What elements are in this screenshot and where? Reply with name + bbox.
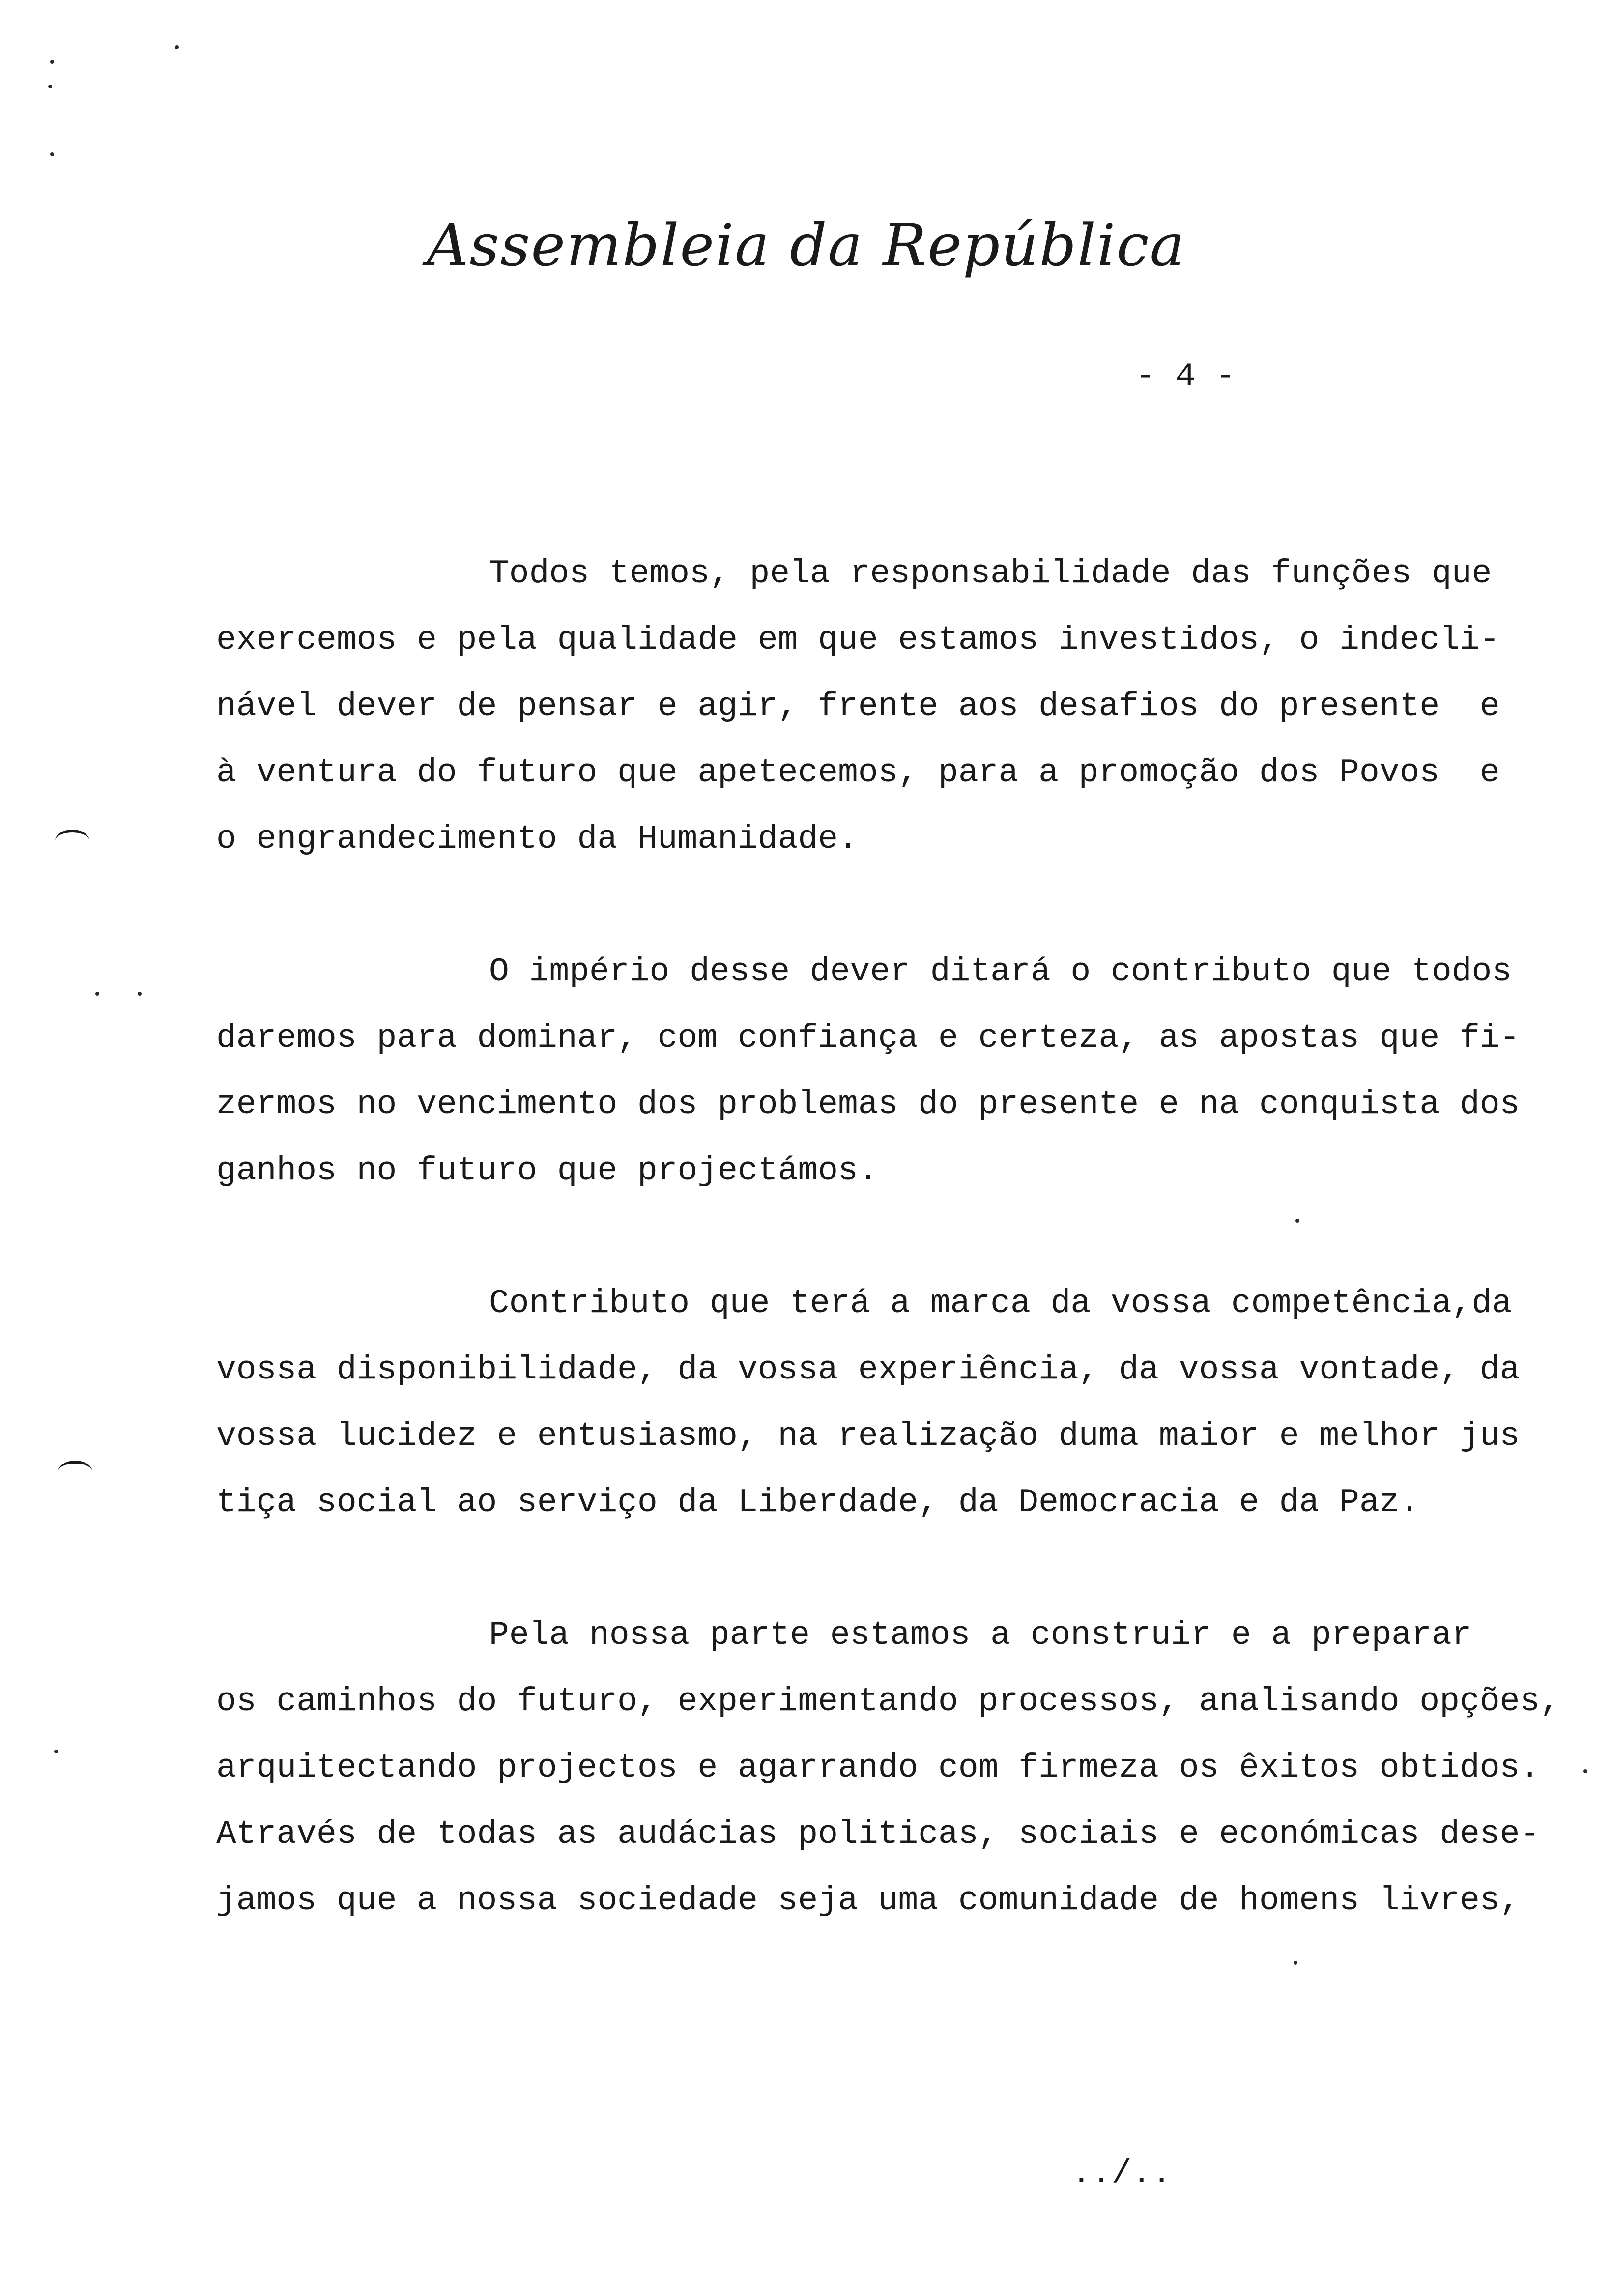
text-line: Pela nossa parte estamos a construir e a preparar — [489, 1616, 1472, 1654]
scan-speck — [50, 60, 54, 64]
paragraph-1 — [216, 541, 1553, 872]
punch-hole-mark — [55, 830, 89, 852]
text-line: à ventura do futuro que apetecemos, para a promoção dos Povos e — [216, 754, 1500, 792]
scan-speck — [54, 1750, 58, 1753]
text-line: Todos temos, pela responsabilidade das funções que — [489, 555, 1492, 593]
text-line: vossa disponibilidade, da vossa experiência, da vossa vontade, da — [216, 1351, 1520, 1389]
scan-speck — [1294, 1961, 1297, 1965]
text-line: daremos para dominar, com confiança e certeza, as apostas que fi- — [216, 1019, 1520, 1057]
text-line: arquitectando projectos e agarrando com firmeza os êxitos obtidos. — [216, 1749, 1540, 1787]
scan-speck — [138, 992, 142, 996]
text-line: ganhos no futuro que projectámos. — [216, 1152, 878, 1190]
paragraph-2 — [216, 939, 1553, 1204]
scan-speck — [50, 152, 54, 156]
text-line: Através de todas as audácias politicas, sociais e económicas dese- — [216, 1815, 1540, 1853]
punch-hole-mark — [58, 1461, 92, 1483]
letterhead: Assembleia da República — [427, 211, 1185, 279]
paragraph-4 — [216, 1602, 1560, 1934]
paragraph-3 — [216, 1270, 1553, 1536]
body-text — [216, 541, 1560, 2000]
text-line: os caminhos do futuro, experimentando processos, analisando opções, — [216, 1683, 1560, 1721]
text-line: Contributo que terá a marca da vossa competência,da — [489, 1285, 1512, 1322]
text-line: vossa lucidez e entusiasmo, na realização duma maior e melhor jus — [216, 1417, 1520, 1455]
page-number: - 4 - — [1135, 358, 1236, 396]
scan-speck — [1583, 1769, 1587, 1773]
scan-speck — [1295, 1219, 1299, 1223]
scan-speck — [48, 85, 52, 88]
scan-speck — [95, 992, 99, 996]
continuation-mark: ../.. — [1071, 2155, 1172, 2193]
text-line: o engrandecimento da Humanidade. — [216, 820, 858, 858]
text-line: jamos que a nossa sociedade seja uma comunidade de homens livres, — [216, 1882, 1520, 1920]
text-line: zermos no vencimento dos problemas do presente e na conquista dos — [216, 1086, 1520, 1123]
text-line: nável dever de pensar e agir, frente aos desafios do presente e — [216, 688, 1500, 725]
text-line: tiça social ao serviço da Liberdade, da Democracia e da Paz. — [216, 1484, 1420, 1521]
text-line: O império desse dever ditará o contributo que todos — [489, 953, 1512, 991]
scan-speck — [175, 45, 179, 49]
text-line: exercemos e pela qualidade em que estamos investidos, o indecli- — [216, 621, 1500, 659]
